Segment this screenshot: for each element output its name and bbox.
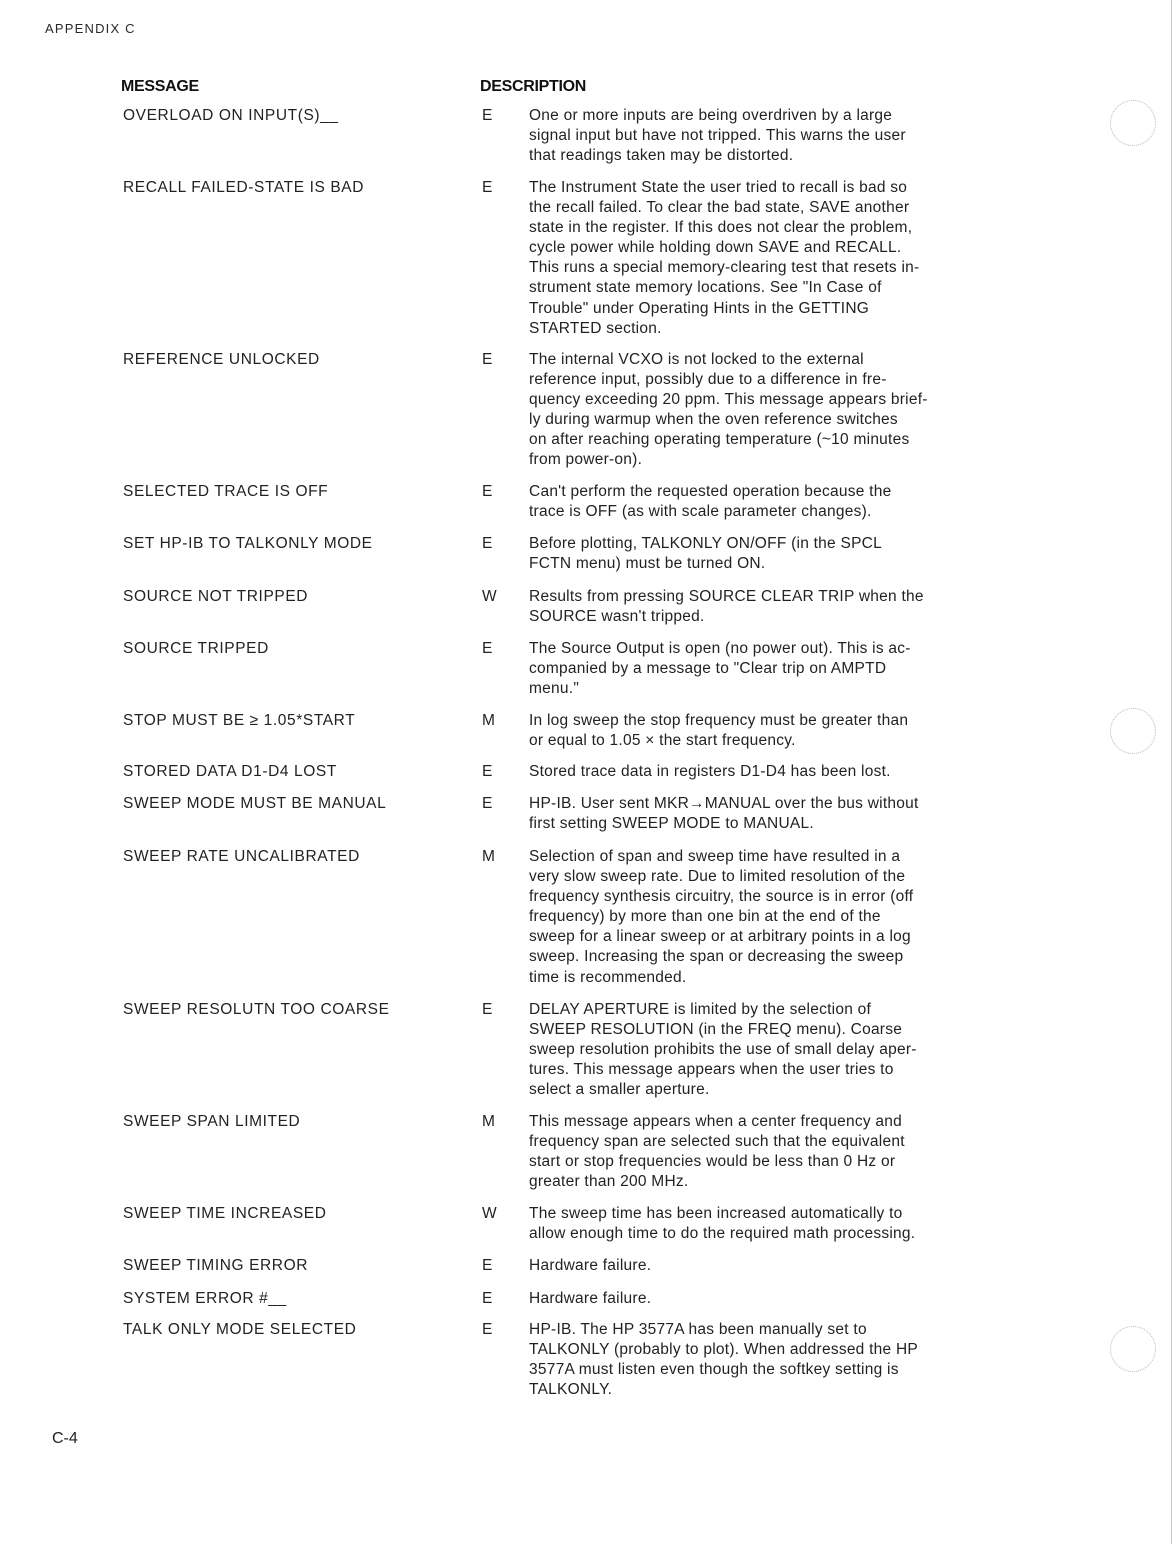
message-type: W bbox=[482, 1205, 497, 1222]
message-type: E bbox=[482, 107, 493, 124]
message-name: SYSTEM ERROR #__ bbox=[123, 1290, 287, 1307]
message-name: OVERLOAD ON INPUT(S)__ bbox=[123, 107, 339, 124]
message-type: E bbox=[482, 1257, 493, 1274]
message-description: The Source Output is open (no power out). This is ac- companied by a message to "Clear trip on AMPTD menu." bbox=[529, 640, 911, 698]
message-description: Before plotting, TALKONLY ON/OFF (in the SPCL FCTN menu) must be turned ON. bbox=[529, 535, 882, 573]
description-column-header: DESCRIPTION bbox=[480, 78, 587, 95]
page-edge bbox=[1171, 0, 1172, 1544]
message-name: SWEEP TIME INCREASED bbox=[123, 1205, 327, 1222]
message-type: M bbox=[482, 848, 495, 865]
message-type: M bbox=[482, 712, 495, 729]
message-type: E bbox=[482, 1321, 493, 1338]
message-type: E bbox=[482, 351, 493, 368]
message-description: Hardware failure. bbox=[529, 1257, 652, 1274]
binder-hole bbox=[1110, 1326, 1156, 1372]
binder-hole bbox=[1110, 708, 1156, 754]
message-description: In log sweep the stop frequency must be greater than or equal to 1.05 × the start frequency. bbox=[529, 712, 909, 750]
message-name: SOURCE TRIPPED bbox=[123, 640, 269, 657]
message-description: Selection of span and sweep time have resulted in a very slow sweep rate. Due to limited resolution of the frequency synthesis circuitry, the source is in error (off frequency) by more than one bin at the end of the sweep for a linear sweep or at arbitrary points in a log sweep. Increasing the span or decreasing the sweep time is recommended. bbox=[529, 848, 914, 986]
message-name: SWEEP RESOLUTN TOO COARSE bbox=[123, 1001, 390, 1018]
message-name: SWEEP MODE MUST BE MANUAL bbox=[123, 795, 387, 812]
message-name: TALK ONLY MODE SELECTED bbox=[123, 1321, 357, 1338]
message-description: The sweep time has been increased automatically to allow enough time to do the required math processing. bbox=[529, 1205, 916, 1243]
message-type: E bbox=[482, 535, 493, 552]
message-description: This message appears when a center frequency and frequency span are selected such that the equivalent start or stop frequencies would be less than 0 Hz or greater than 200 MHz. bbox=[529, 1113, 905, 1191]
message-description: The Instrument State the user tried to recall is bad so the recall failed. To clear the bad state, SAVE another state in the register. If this does not clear the problem, cycle power while holding down SAVE and RECALL. This runs a special memory-clearing test that resets in- strument state memory locations. See "In Case of Trouble" under Operating Hints in the GETTING STARTED section. bbox=[529, 179, 920, 337]
message-name: SOURCE NOT TRIPPED bbox=[123, 588, 309, 605]
message-name: REFERENCE UNLOCKED bbox=[123, 351, 320, 368]
message-type: E bbox=[482, 763, 493, 780]
message-type: M bbox=[482, 1113, 495, 1130]
message-name: SWEEP TIMING ERROR bbox=[123, 1257, 309, 1274]
message-description: DELAY APERTURE is limited by the selection of SWEEP RESOLUTION (in the FREQ menu). Coarse sweep resolution prohibits the use of small delay aper- tures. This message appears when the user tries to select a smaller aperture. bbox=[529, 1001, 917, 1099]
message-name: STOP MUST BE ≥ 1.05*START bbox=[123, 712, 356, 729]
message-type: E bbox=[482, 483, 493, 500]
message-name: SWEEP SPAN LIMITED bbox=[123, 1113, 301, 1130]
message-type: E bbox=[482, 1290, 493, 1307]
message-name: RECALL FAILED-STATE IS BAD bbox=[123, 179, 364, 196]
page-number: C-4 bbox=[52, 1430, 78, 1447]
message-type: W bbox=[482, 588, 497, 605]
running-head: APPENDIX C bbox=[45, 21, 136, 36]
message-description: Results from pressing SOURCE CLEAR TRIP when the SOURCE wasn't tripped. bbox=[529, 588, 924, 626]
message-name: STORED DATA D1-D4 LOST bbox=[123, 763, 337, 780]
message-name: SELECTED TRACE IS OFF bbox=[123, 483, 329, 500]
message-type: E bbox=[482, 1001, 493, 1018]
binder-hole bbox=[1110, 100, 1156, 146]
message-name: SET HP-IB TO TALKONLY MODE bbox=[123, 535, 373, 552]
message-type: E bbox=[482, 795, 493, 812]
message-description: HP-IB. The HP 3577A has been manually set to TALKONLY (probably to plot). When addressed the HP 3577A must listen even though the softkey setting is TALKONLY. bbox=[529, 1321, 918, 1399]
message-description: One or more inputs are being overdriven by a large signal input but have not tripped. This warns the user that readings taken may be distorted. bbox=[529, 107, 906, 165]
message-description: Hardware failure. bbox=[529, 1290, 652, 1307]
message-column-header: MESSAGE bbox=[121, 78, 199, 95]
message-description: HP-IB. User sent MKR→MANUAL over the bus without first setting SWEEP MODE to MANUAL. bbox=[529, 795, 919, 833]
message-description: Can't perform the requested operation because the trace is OFF (as with scale parameter changes). bbox=[529, 483, 892, 521]
message-type: E bbox=[482, 640, 493, 657]
message-description: The internal VCXO is not locked to the external reference input, possibly due to a difference in fre- quency exceeding 20 ppm. This message appears brief- ly during warmup when the oven reference switches on after reaching operating temperature (~10 minutes from power-on). bbox=[529, 351, 928, 469]
message-type: E bbox=[482, 179, 493, 196]
message-name: SWEEP RATE UNCALIBRATED bbox=[123, 848, 360, 865]
message-description: Stored trace data in registers D1-D4 has been lost. bbox=[529, 763, 891, 780]
